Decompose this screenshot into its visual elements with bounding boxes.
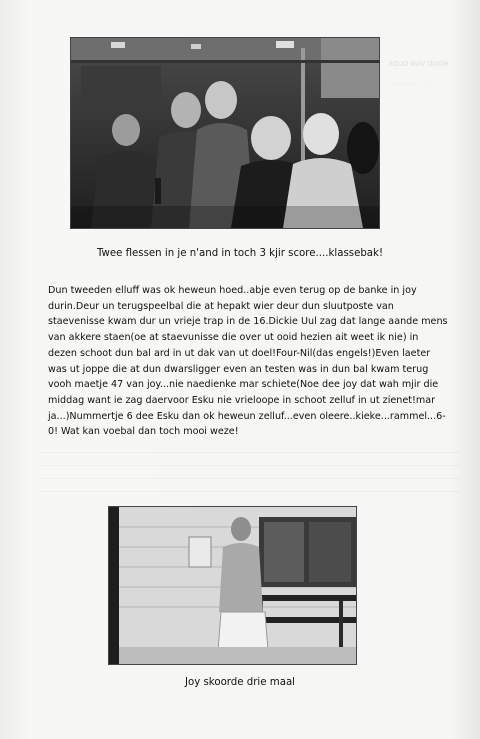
bleed-through-text: . . . . . . . . . — [392, 78, 430, 86]
article-body — [48, 283, 450, 440]
article-line: vooh maetje 47 van joy...nie naedienke mar schiete(Noe dee joy dat wah mjir die — [48, 379, 439, 391]
article-line: Dun tweeden elluff was ok heweun hoed..abje even terug op de banke in joy — [48, 285, 417, 296]
bleed-through-text: HOUD VAN OUDS — [388, 60, 449, 68]
photo-caption: Twee flessen in je n'and in toch 3 kjir score....klassebak! — [96, 248, 384, 259]
player-locker-room-photo — [108, 506, 357, 665]
locker-room-photo-image — [109, 507, 356, 664]
article-line: middag want ie zag daervoor Esku nie vrieloope in schoot zelluf in ut zienet!mar — [48, 394, 436, 406]
article-line: ja...)Nummertje 6 dee Esku dan ok heweun zelluf...even oleere..kieke...rammel...6- — [48, 410, 446, 422]
team-celebration-photo — [70, 37, 380, 229]
article-line: durin.Deur un terugspeelbal die at hepakt wier deur dun sluutposte van — [48, 300, 394, 312]
article-line: van akkere staen(oe at staevunisse die over ut ooid hezien ait weet ik nie) in — [48, 332, 419, 344]
article-line: dezen schoot dun bal ard in ut dak van ut doel!Four-Nil(das engels!)Even laeter — [48, 347, 431, 359]
bleed-through-text — [40, 452, 460, 492]
article-line: staevenisse kwam dur un vrieje trap in de 16.Dickie Uul zag dat lange aande mens — [48, 316, 448, 328]
photo-caption: Joy skoorde drie maal — [184, 677, 296, 688]
article-line: was ut joppe die at dun dwarsligger even an testen was in dun bal kwam terug — [48, 363, 429, 375]
article-line: 0! Wat kan voebal dan toch mooi weze! — [48, 426, 239, 438]
celebration-photo-image — [71, 38, 379, 228]
